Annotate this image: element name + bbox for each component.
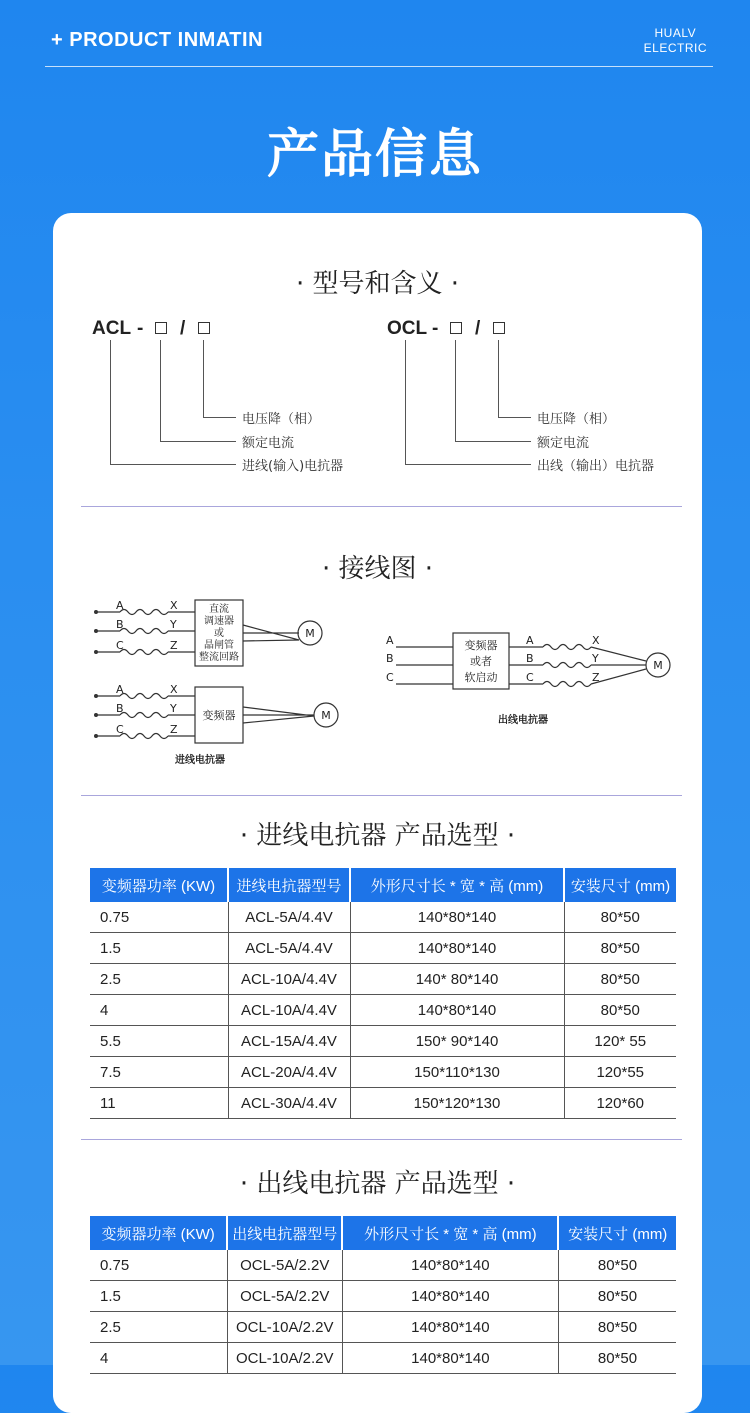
ocl-table-title: · 出线电抗器 产品选型 ·: [239, 1169, 516, 1199]
acl-current-label: 额定电流: [242, 436, 295, 451]
col-power-header: 变频器功率 (KW): [90, 868, 228, 902]
cell-mount: 120* 55: [564, 1026, 676, 1057]
cell-mount: 80*50: [558, 1312, 676, 1343]
cell-mount: 120*55: [564, 1057, 676, 1088]
out-in-label-b: B: [386, 652, 394, 665]
col-power-header: 变频器功率 (KW): [90, 1216, 227, 1250]
ocl-dash: -: [432, 318, 439, 339]
col-mount-header: 安装尺寸 (mm): [564, 868, 676, 902]
acl-model-diagram: [92, 318, 352, 478]
out-label-z-top: Z: [170, 639, 178, 652]
acl-type-label: 进线(输入)电抗器: [242, 459, 344, 474]
cell-dimension: 150* 90*140: [350, 1026, 564, 1057]
content-card: [53, 213, 702, 1413]
in-label-c-bottom: C: [116, 723, 124, 736]
table-row: [90, 1312, 676, 1343]
ocl-current-label: 额定电流: [537, 436, 590, 451]
output-reactor-wiring-diagram: [378, 625, 678, 735]
table-row: [90, 1250, 676, 1281]
section-divider: [81, 795, 682, 796]
page-title: 产品信息: [266, 125, 483, 185]
ocl-code: OCL: [387, 318, 428, 339]
out-in-label-a: A: [386, 634, 394, 647]
acl-dash: -: [137, 318, 144, 339]
out-label-z-bottom: Z: [170, 723, 178, 736]
cell-mount: 80*50: [564, 964, 676, 995]
acl-current-box: [155, 322, 167, 334]
dc-box-line-5: 整流回路: [199, 652, 239, 663]
cell-power: 4: [90, 995, 228, 1026]
top-bar: [45, 0, 713, 67]
out-sec-label-b: B: [526, 652, 534, 665]
dc-box-line-1: 直流: [209, 604, 229, 615]
input-reactor-caption: 进线电抗器: [175, 755, 225, 765]
brand-line-2: ELECTRIC: [643, 41, 707, 55]
cell-power: 0.75: [90, 902, 228, 933]
col-dimension-header: 外形尺寸长 * 宽 * 高 (mm): [350, 868, 564, 902]
cell-power: 2.5: [90, 964, 228, 995]
output-reactor-caption: 出线电抗器: [498, 715, 548, 726]
cell-power: 1.5: [90, 1281, 227, 1312]
inverter-box-label: 变频器: [202, 709, 236, 722]
in-label-b-top: B: [116, 618, 124, 631]
out-sec-label-a: A: [526, 634, 534, 647]
ocl-voltage-box: [493, 322, 505, 334]
cell-dimension: 150*120*130: [350, 1088, 564, 1119]
cell-model: ACL-30A/4.4V: [228, 1088, 350, 1119]
brand-line-1: HUALV: [654, 26, 697, 40]
wiring-section-title: · 接线图 ·: [321, 554, 434, 584]
section-divider: [81, 506, 682, 507]
out-sec-label-x: X: [592, 634, 600, 647]
cell-mount: 80*50: [558, 1343, 676, 1374]
dc-box-line-2: 调速器: [204, 616, 234, 627]
table-row: [90, 1343, 676, 1374]
section-divider: [81, 1139, 682, 1140]
acl-slash: /: [180, 318, 186, 339]
table-row: [90, 902, 676, 933]
table-row: [90, 1088, 676, 1119]
cell-dimension: 140*80*140: [350, 902, 564, 933]
cell-power: 4: [90, 1343, 227, 1374]
out-label-y-top: Y: [170, 618, 177, 631]
cell-power: 0.75: [90, 1250, 227, 1281]
in-label-a-top: A: [116, 599, 124, 612]
ocl-selection-table: [90, 1216, 676, 1374]
cell-dimension: 140*80*140: [342, 1250, 558, 1281]
in-label-b-bottom: B: [116, 702, 124, 715]
out-sec-label-y: Y: [592, 652, 599, 665]
col-dimension-header: 外形尺寸长 * 宽 * 高 (mm): [342, 1216, 558, 1250]
cell-mount: 120*60: [564, 1088, 676, 1119]
out-label-y-bottom: Y: [170, 702, 177, 715]
cell-model: OCL-5A/2.2V: [227, 1250, 342, 1281]
acl-selection-table: [90, 868, 676, 1119]
dc-box-line-4: 晶闸管: [204, 640, 234, 651]
out-label-x-top: X: [170, 599, 178, 612]
cell-model: OCL-10A/2.2V: [227, 1343, 342, 1374]
acl-voltage-label: 电压降（相）: [242, 412, 321, 427]
ocl-voltage-label: 电压降（相）: [537, 412, 616, 427]
dc-box-line-3: 或: [214, 628, 224, 639]
cell-model: ACL-10A/4.4V: [228, 964, 350, 995]
cell-dimension: 140* 80*140: [350, 964, 564, 995]
cell-mount: 80*50: [564, 902, 676, 933]
cell-power: 7.5: [90, 1057, 228, 1088]
out-sec-label-c: C: [526, 671, 534, 684]
motor-label-right: M: [653, 659, 663, 672]
cell-model: OCL-5A/2.2V: [227, 1281, 342, 1312]
motor-label-top: M: [305, 627, 315, 640]
cell-power: 1.5: [90, 933, 228, 964]
cell-model: ACL-5A/4.4V: [228, 933, 350, 964]
out-label-x-bottom: X: [170, 683, 178, 696]
cell-dimension: 140*80*140: [342, 1281, 558, 1312]
table-row: [90, 995, 676, 1026]
col-mount-header: 安装尺寸 (mm): [558, 1216, 676, 1250]
cell-model: OCL-10A/2.2V: [227, 1312, 342, 1343]
model-section-title: · 型号和含义 ·: [295, 269, 460, 299]
acl-table-title: · 进线电抗器 产品选型 ·: [239, 821, 516, 851]
soft-box-line-2: 或者: [470, 655, 492, 668]
cell-model: ACL-10A/4.4V: [228, 995, 350, 1026]
cell-mount: 80*50: [564, 933, 676, 964]
table-row: [90, 933, 676, 964]
product-info-label: + PRODUCT INMATIN: [51, 29, 264, 51]
cell-mount: 80*50: [564, 995, 676, 1026]
cell-dimension: 150*110*130: [350, 1057, 564, 1088]
out-sec-label-z: Z: [592, 671, 600, 684]
ocl-model-diagram: [387, 318, 687, 478]
cell-dimension: 140*80*140: [350, 995, 564, 1026]
cell-power: 5.5: [90, 1026, 228, 1057]
cell-model: ACL-20A/4.4V: [228, 1057, 350, 1088]
table-row: [90, 1057, 676, 1088]
table-row: [90, 964, 676, 995]
brand-logo-text: [644, 26, 707, 56]
table-row: [90, 1281, 676, 1312]
motor-label-bottom: M: [321, 709, 331, 722]
cell-power: 2.5: [90, 1312, 227, 1343]
soft-box-line-1: 变频器: [464, 639, 498, 652]
ocl-type-label: 出线（输出）电抗器: [537, 459, 655, 474]
table-header-row: [90, 1216, 676, 1250]
cell-dimension: 140*80*140: [342, 1343, 558, 1374]
acl-code: ACL: [92, 318, 132, 339]
in-label-a-bottom: A: [116, 683, 124, 696]
table-header-row: [90, 868, 676, 902]
col-model-header: 进线电抗器型号: [228, 868, 350, 902]
cell-mount: 80*50: [558, 1250, 676, 1281]
soft-box-line-3: 软启动: [464, 671, 498, 684]
ocl-slash: /: [475, 318, 481, 339]
cell-power: 11: [90, 1088, 228, 1119]
table-row: [90, 1026, 676, 1057]
cell-model: ACL-5A/4.4V: [228, 902, 350, 933]
col-model-header: 出线电抗器型号: [227, 1216, 342, 1250]
input-reactor-wiring-diagram: [88, 595, 368, 765]
ocl-current-box: [450, 322, 462, 334]
cell-mount: 80*50: [558, 1281, 676, 1312]
acl-voltage-box: [198, 322, 210, 334]
out-in-label-c: C: [386, 671, 394, 684]
cell-model: ACL-15A/4.4V: [228, 1026, 350, 1057]
cell-dimension: 140*80*140: [342, 1312, 558, 1343]
in-label-c-top: C: [116, 639, 124, 652]
cell-dimension: 140*80*140: [350, 933, 564, 964]
